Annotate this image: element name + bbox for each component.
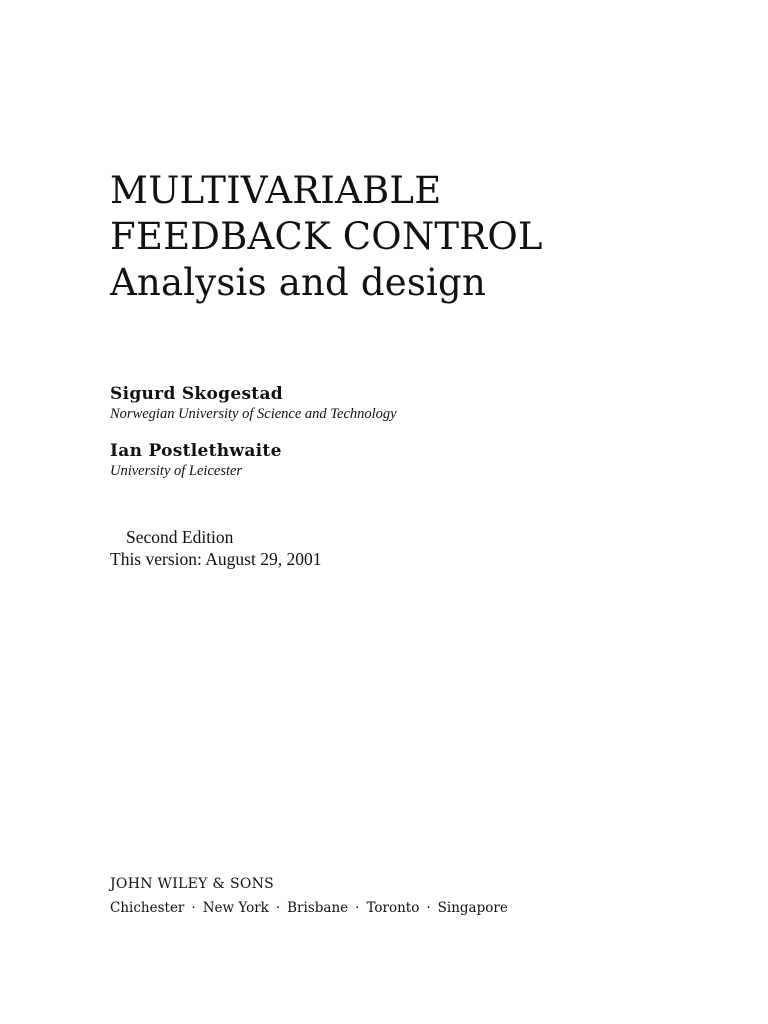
city: New York [202, 900, 269, 916]
author-name: Ian Postlethwaite [110, 441, 282, 461]
book-title [110, 168, 543, 306]
book-subtitle: Analysis and design [110, 261, 486, 304]
separator: · [191, 900, 196, 916]
author-name: Sigurd Skogestad [110, 384, 283, 404]
title-line-1: MULTIVARIABLE [110, 169, 442, 212]
city: Brisbane [287, 900, 349, 916]
publisher-cities [110, 898, 508, 918]
author-affiliation: Norwegian University of Science and Technology [110, 406, 397, 422]
author-2 [110, 440, 282, 481]
edition-label: Second Edition [126, 527, 234, 547]
separator: · [426, 900, 431, 916]
publisher-name: JOHN WILEY & SONS [110, 876, 275, 892]
city: Chichester [110, 900, 185, 916]
city: Singapore [437, 900, 508, 916]
separator: · [355, 900, 360, 916]
title-line-2: FEEDBACK CONTROL [110, 215, 543, 258]
author-1 [110, 383, 397, 424]
version-date: This version: August 29, 2001 [110, 549, 322, 569]
city: Toronto [366, 900, 420, 916]
separator: · [275, 900, 281, 916]
author-affiliation: University of Leicester [110, 463, 243, 479]
